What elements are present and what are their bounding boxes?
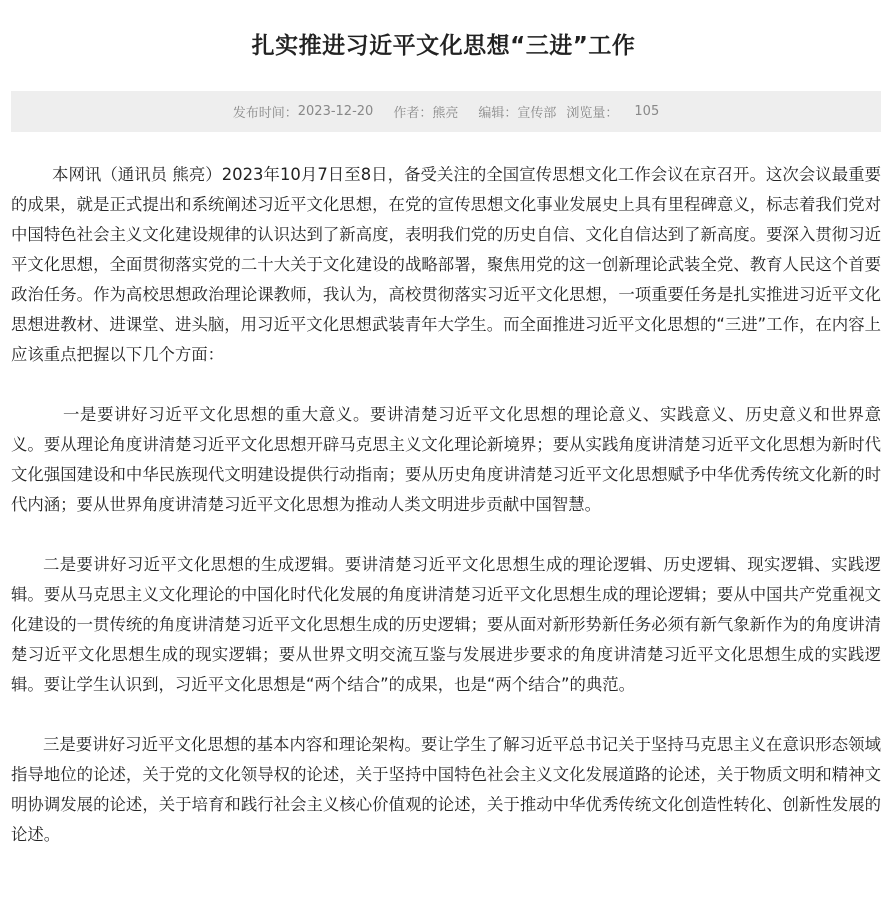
page-title: 扎实推进习近平文化思想“三进”工作 — [251, 33, 636, 59]
author-name: 熊亮 — [432, 106, 459, 121]
article-paragraph-intro: 本网讯（通讯员 熊亮）2023年10月7日至8日，备受关注的全国宣传思想文化工作会议在京召开。这次会议最重要的成果，就是正式提出和系统阐述习近平文化思想，在党的宣传思想文化事业发展史上具有里程碑意义，标志着我们党对中国特色社会主义文化建设规律的认识达到了新高度，表明我们党的历史自信、文化自信达到了新高度。要深入贯彻习近平文化思想，全面贯彻落实党的二十大关于文化建设的战略部署，聚焦用党的这一创新理论武装全党、教育人民这个首要政治任务。作为高校思想政治理论课教师，我认为，高校贯彻落实习近平文化思想，一项重要任务是扎实推进习近平文化思想进教材、进课堂、进头脑，用习近平文化思想武装青年大学生。而全面推进习近平文化思想的“三进”工作，在内容上应该重点把握以下几个方面： — [11, 165, 881, 364]
publish-date: 2023-12-20 — [297, 104, 374, 119]
views-label: 浏览量： — [566, 106, 619, 121]
views-count: 105 — [634, 104, 660, 119]
article-paragraph-point-three: 三是要讲好习近平文化思想的基本内容和理论架构。要让学生了解习近平总书记关于坚持马克思主义在意识形态领域指导地位的论述，关于党的文化领导权的论述，关于坚持中国特色社会主义文化发展道路的论述，关于物质文明和精神文明协调发展的论述，关于培育和践行社会主义核心价值观的论述，关于推动中华优秀传统文化创造性转化、创新性发展的论述。 — [11, 735, 881, 844]
editor-label: 编辑： — [478, 106, 518, 121]
article-paragraph-point-two: 二是要讲好习近平文化思想的生成逻辑。要讲清楚习近平文化思想生成的理论逻辑、历史逻辑、现实逻辑、实践逻辑。要从马克思主义文化理论的中国化时代化发展的角度讲清楚习近平文化思想生成的理论逻辑；要从中国共产党重视文化建设的一贯传统的角度讲清楚习近平文化思想生成的历史逻辑；要从面对新形势新任务必须有新气象新作为的角度讲清楚习近平文化思想生成的现实逻辑；要从世界文明交流互鉴与发展进步要求的角度讲清楚习近平文化思想生成的实践逻辑。要让学生认识到，习近平文化思想是“两个结合”的成果，也是“两个结合”的典范。 — [11, 555, 881, 694]
article-meta-bar — [11, 91, 881, 132]
author-label: 作者： — [393, 106, 433, 121]
article-body — [11, 160, 881, 880]
publish-label: 发布时间： — [232, 106, 298, 121]
article-paragraph-point-one: 一是要讲好习近平文化思想的重大意义。要讲清楚习近平文化思想的理论意义、实践意义、历史意义和世界意义。要从理论角度讲清楚习近平文化思想开辟马克思主义文化理论新境界；要从实践角度讲清楚习近平文化思想为新时代文化强国建设和中华民族现代文明建设提供行动指南；要从历史角度讲清楚习近平文化思想赋予中华优秀传统文化新的时代内涵；要从世界角度讲清楚习近平文化思想为推动人类文明进步贡献中国智慧。 — [11, 405, 881, 514]
editor-name: 宣传部 — [517, 106, 557, 121]
